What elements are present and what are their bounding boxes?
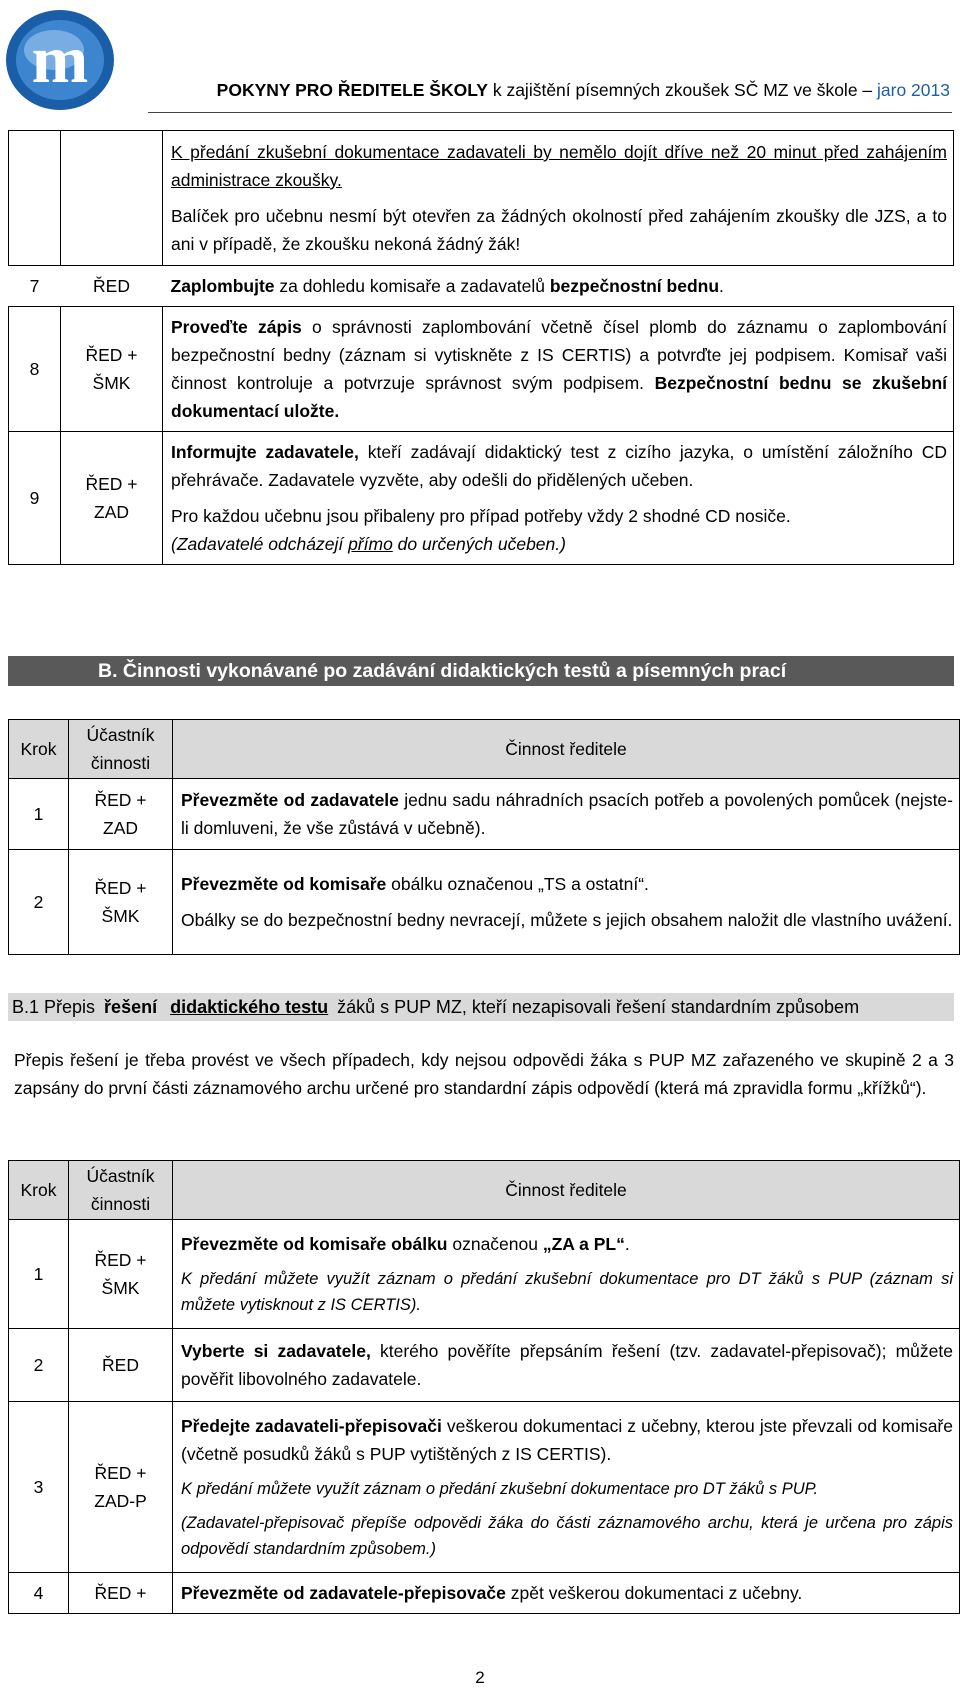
logo	[2, 4, 122, 114]
table-row: 3 ŘED + ZAD-P Předejte zadavateli-přepisovači veškerou dokumentaci z učebny, kterou jste převzali od komisaře (včetně posudků žáků s PUP vytištěných z IS CERTIS). K předání můžete využít záznam o předání zkušební dokumentace pro DT žáků s PUP. (Zadavatel-přepisovač přepíše odpovědi žáka do části záznamového archu, která je určena pro zápis odpovědí standardním způsobem.)	[9, 1402, 960, 1573]
table-row: 1 ŘED + ŠMK Převezměte od komisaře obálku označenou „ZA a PL“. K předání můžete využít záznam o předání zkušební dokumentace pro DT žáků s PUP (záznam si můžete vytisknout z IS CERTIS).	[9, 1220, 960, 1329]
intro-paragraph: Přepis řešení je třeba provést ve všech případech, kdy nejsou odpovědi žáka s PUP MZ zařazeného ve skupině 2 a 3 zapsány do první části záznamového archu určené pro standardní zápis odpovědí (která má zpravidla formu „křížků“).	[14, 1050, 954, 1098]
logo-letter: m	[31, 21, 89, 97]
table-row: 2 ŘED + ŠMK Převezměte od komisaře obálku označenou „TS a ostatní“. Obálky se do bezpečnostní bedny nevracejí, můžete s jejich obsahem naložit dle vlastního uvážení.	[9, 850, 960, 955]
header-divider	[148, 112, 952, 113]
steps-table-a	[8, 130, 954, 565]
table-row: 9 ŘED + ZAD Informujte zadavatele, kteří zadávají didaktický test z cizího jazyka, o umístění záložního CD přehrávače. Zadavatele vyzvěte, aby odešli do přidělených učeben. Pro každou učebnu jsou přibaleny pro případ potřeby vždy 2 shodné CD nosiče. (Zadavatelé odcházejí přímo do určených učeben.)	[9, 432, 954, 565]
table-header-row: Krok Účastník činnosti Činnost ředitele	[9, 1161, 960, 1220]
section-b-heading: B. Činnosti vykonávané po zadávání didaktických testů a písemných prací	[8, 656, 954, 686]
table-row: 4 ŘED + Převezměte od zadavatele-přepisovače zpět veškerou dokumentaci z učebny.	[9, 1573, 960, 1614]
table-header-row: Krok Účastník činnosti Činnost ředitele	[9, 720, 960, 779]
table-row: K předání zkušební dokumentace zadavateli by nemělo dojít dříve než 20 minut před zahájením administrace zkoušky. Balíček pro učebnu nesmí být otevřen za žádných okolností před zahájením zkoušky dle JZS, a to ani v případě, že zkoušku nekoná žádný žák!	[9, 131, 954, 266]
page-header-title: POKYNY PRO ŘEDITELE ŠKOLY k zajištění písemných zkoušek SČ MZ ve škole – jaro 2013	[216, 80, 950, 100]
page-number: 2	[475, 1668, 485, 1687]
table-row: 1 ŘED + ZAD Převezměte od zadavatele jednu sadu náhradních psacích potřeb a povolených pomůcek (nejste-li domluveni, že vše zůstává v učebně).	[9, 779, 960, 850]
table-row: 2 ŘED Vyberte si zadavatele, kterého pověříte přepsáním řešení (tzv. zadavatel-přepisovač); můžete pověřit libovolného zadavatele.	[9, 1329, 960, 1402]
steps-table-b	[8, 719, 960, 955]
table-row: 7 ŘED Zaplombujte za dohledu komisaře a zadavatelů bezpečnostní bednu.	[9, 266, 954, 307]
subsection-b1-heading: B.1 Přepis řešení didaktického testu žáků s PUP MZ, kteří nezapisovali řešení standardním způsobem	[8, 993, 954, 1021]
table-row: 8 ŘED + ŠMK Proveďte zápis o správnosti zaplombování včetně čísel plomb do záznamu o zaplombování bezpečnostní bedny (záznam si vytiskněte z IS CERTIS) a potvrďte jej podpisem. Komisař vaši činnost kontroluje a potvrzuje správnost svým podpisem. Bezpečnostní bednu se zkušební dokumentací uložte.	[9, 307, 954, 432]
steps-table-c	[8, 1160, 960, 1614]
